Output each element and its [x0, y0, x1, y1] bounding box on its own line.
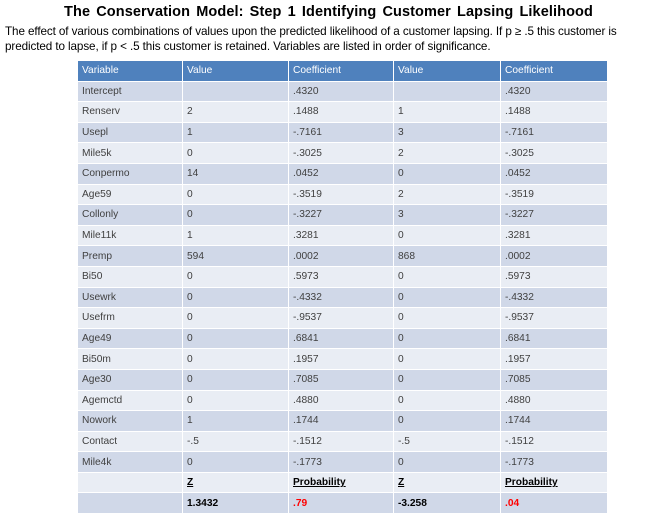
- variable-cell: Conpermo: [78, 163, 183, 184]
- value-1-cell: 0: [183, 369, 289, 390]
- coefficient-1-cell: -.3227: [289, 205, 394, 226]
- probability-label-1: Probability: [289, 472, 394, 493]
- coefficient-1-cell: -.1512: [289, 431, 394, 452]
- table-row: [78, 266, 608, 287]
- variable-cell: Usewrk: [78, 287, 183, 308]
- variable-cell: Premp: [78, 246, 183, 267]
- coefficient-1-cell: .3281: [289, 225, 394, 246]
- variable-cell: Contact: [78, 431, 183, 452]
- table-row: [78, 452, 608, 473]
- result-label-row: [78, 472, 608, 493]
- coefficient-2-cell: .5973: [501, 266, 608, 287]
- probability-label-2: Probability: [501, 472, 608, 493]
- coefficient-2-cell: .7085: [501, 369, 608, 390]
- value-1-cell: 594: [183, 246, 289, 267]
- value-1-cell: 1: [183, 225, 289, 246]
- label-empty-cell: [78, 472, 183, 493]
- coefficient-1-cell: .0452: [289, 163, 394, 184]
- coefficient-table: [77, 60, 608, 514]
- value-2-cell: 0: [394, 163, 501, 184]
- value-1-cell: [183, 81, 289, 102]
- value-2-cell: 3: [394, 205, 501, 226]
- table-row: [78, 184, 608, 205]
- value-2-cell: 868: [394, 246, 501, 267]
- value-2-cell: 2: [394, 143, 501, 164]
- coefficient-1-cell: .7085: [289, 369, 394, 390]
- table-row: [78, 81, 608, 102]
- coefficient-2-cell: -.3227: [501, 205, 608, 226]
- value-1-cell: 0: [183, 143, 289, 164]
- value-1-cell: 0: [183, 266, 289, 287]
- value-1-cell: 1: [183, 411, 289, 432]
- coefficient-2-cell: .4320: [501, 81, 608, 102]
- value-1-cell: 0: [183, 205, 289, 226]
- probability-value-1: .79: [289, 493, 394, 514]
- value-2-cell: 0: [394, 390, 501, 411]
- table-row: [78, 369, 608, 390]
- table-row: [78, 328, 608, 349]
- table-row: [78, 225, 608, 246]
- variable-cell: Mile11k: [78, 225, 183, 246]
- coefficient-2-cell: .0002: [501, 246, 608, 267]
- table-row: [78, 390, 608, 411]
- value-2-cell: 0: [394, 328, 501, 349]
- coefficient-1-cell: .1488: [289, 102, 394, 123]
- table-body: [78, 81, 608, 513]
- value-1-cell: 1: [183, 122, 289, 143]
- table-row: [78, 287, 608, 308]
- coefficient-2-cell: .6841: [501, 328, 608, 349]
- z-label-1: Z: [183, 472, 289, 493]
- coefficient-1-cell: -.9537: [289, 308, 394, 329]
- table-row: [78, 143, 608, 164]
- probability-value-2: .04: [501, 493, 608, 514]
- slide-title: The Conservation Model: Step 1 Identifying Customer Lapsing Likelihood: [64, 4, 593, 20]
- coefficient-1-cell: .4320: [289, 81, 394, 102]
- coefficient-1-cell: .1744: [289, 411, 394, 432]
- z-label-2: Z: [394, 472, 501, 493]
- value-1-cell: -.5: [183, 431, 289, 452]
- table-row: [78, 205, 608, 226]
- value-1-cell: 0: [183, 308, 289, 329]
- value-2-cell: 0: [394, 369, 501, 390]
- header-variable: Variable: [78, 61, 183, 82]
- variable-cell: Intercept: [78, 81, 183, 102]
- coefficient-1-cell: -.1773: [289, 452, 394, 473]
- variable-cell: Agemctd: [78, 390, 183, 411]
- coefficient-1-cell: -.7161: [289, 122, 394, 143]
- value-2-cell: -.5: [394, 431, 501, 452]
- header-value-2: Value: [394, 61, 501, 82]
- variable-cell: Bi50: [78, 266, 183, 287]
- header-value-1: Value: [183, 61, 289, 82]
- value-2-cell: 0: [394, 308, 501, 329]
- value-2-cell: [394, 81, 501, 102]
- value-2-cell: 0: [394, 411, 501, 432]
- table-row: [78, 163, 608, 184]
- header-coefficient-2: Coefficient: [501, 61, 608, 82]
- variable-cell: Usepl: [78, 122, 183, 143]
- table-row: [78, 122, 608, 143]
- value-2-cell: 3: [394, 122, 501, 143]
- value-1-cell: 2: [183, 102, 289, 123]
- value-2-cell: 0: [394, 225, 501, 246]
- table-row: [78, 431, 608, 452]
- value-1-cell: 0: [183, 452, 289, 473]
- coefficient-1-cell: .1957: [289, 349, 394, 370]
- value-1-cell: 14: [183, 163, 289, 184]
- table-row: [78, 308, 608, 329]
- header-coefficient-1: Coefficient: [289, 61, 394, 82]
- table-row: [78, 102, 608, 123]
- value-2-cell: 1: [394, 102, 501, 123]
- coefficient-2-cell: -.7161: [501, 122, 608, 143]
- coefficient-2-cell: -.1512: [501, 431, 608, 452]
- table-row: [78, 411, 608, 432]
- coefficient-2-cell: -.1773: [501, 452, 608, 473]
- value-2-cell: 0: [394, 452, 501, 473]
- coefficient-2-cell: -.4332: [501, 287, 608, 308]
- value-2-cell: 0: [394, 287, 501, 308]
- variable-cell: Mile4k: [78, 452, 183, 473]
- coefficient-1-cell: -.3519: [289, 184, 394, 205]
- variable-cell: Renserv: [78, 102, 183, 123]
- variable-cell: Usefrm: [78, 308, 183, 329]
- coefficient-1-cell: .4880: [289, 390, 394, 411]
- variable-cell: Mile5k: [78, 143, 183, 164]
- z-value-2: -3.258: [394, 493, 501, 514]
- value-1-cell: 0: [183, 390, 289, 411]
- coefficient-1-cell: -.4332: [289, 287, 394, 308]
- variable-cell: Nowork: [78, 411, 183, 432]
- coefficient-2-cell: .1957: [501, 349, 608, 370]
- value-1-cell: 0: [183, 349, 289, 370]
- result-value-row: [78, 493, 608, 514]
- variable-cell: Collonly: [78, 205, 183, 226]
- coefficient-1-cell: .5973: [289, 266, 394, 287]
- value-2-cell: 0: [394, 266, 501, 287]
- value-2-cell: 0: [394, 349, 501, 370]
- table-row: [78, 349, 608, 370]
- coefficient-1-cell: -.3025: [289, 143, 394, 164]
- variable-cell: Age59: [78, 184, 183, 205]
- table-row: [78, 246, 608, 267]
- variable-cell: Age49: [78, 328, 183, 349]
- coefficient-2-cell: -.3519: [501, 184, 608, 205]
- result-empty-cell: [78, 493, 183, 514]
- coefficient-2-cell: .1488: [501, 102, 608, 123]
- table-header-row: [78, 61, 608, 82]
- value-1-cell: 0: [183, 328, 289, 349]
- coefficient-2-cell: .3281: [501, 225, 608, 246]
- variable-cell: Bi50m: [78, 349, 183, 370]
- coefficient-2-cell: .1744: [501, 411, 608, 432]
- coefficient-1-cell: .0002: [289, 246, 394, 267]
- coefficient-2-cell: -.9537: [501, 308, 608, 329]
- coefficient-2-cell: -.3025: [501, 143, 608, 164]
- coefficient-2-cell: .4880: [501, 390, 608, 411]
- variable-cell: Age30: [78, 369, 183, 390]
- coefficient-1-cell: .6841: [289, 328, 394, 349]
- value-1-cell: 0: [183, 184, 289, 205]
- value-2-cell: 2: [394, 184, 501, 205]
- slide-description: The effect of various combinations of values upon the predicted likelihood of a customer lapsing. If p ≥ .5 this customer is predicted to lapse, if p < .5 this customer is retained. Variables are listed in order of significance.: [5, 25, 617, 53]
- value-1-cell: 0: [183, 287, 289, 308]
- z-value-1: 1.3432: [183, 493, 289, 514]
- coefficient-2-cell: .0452: [501, 163, 608, 184]
